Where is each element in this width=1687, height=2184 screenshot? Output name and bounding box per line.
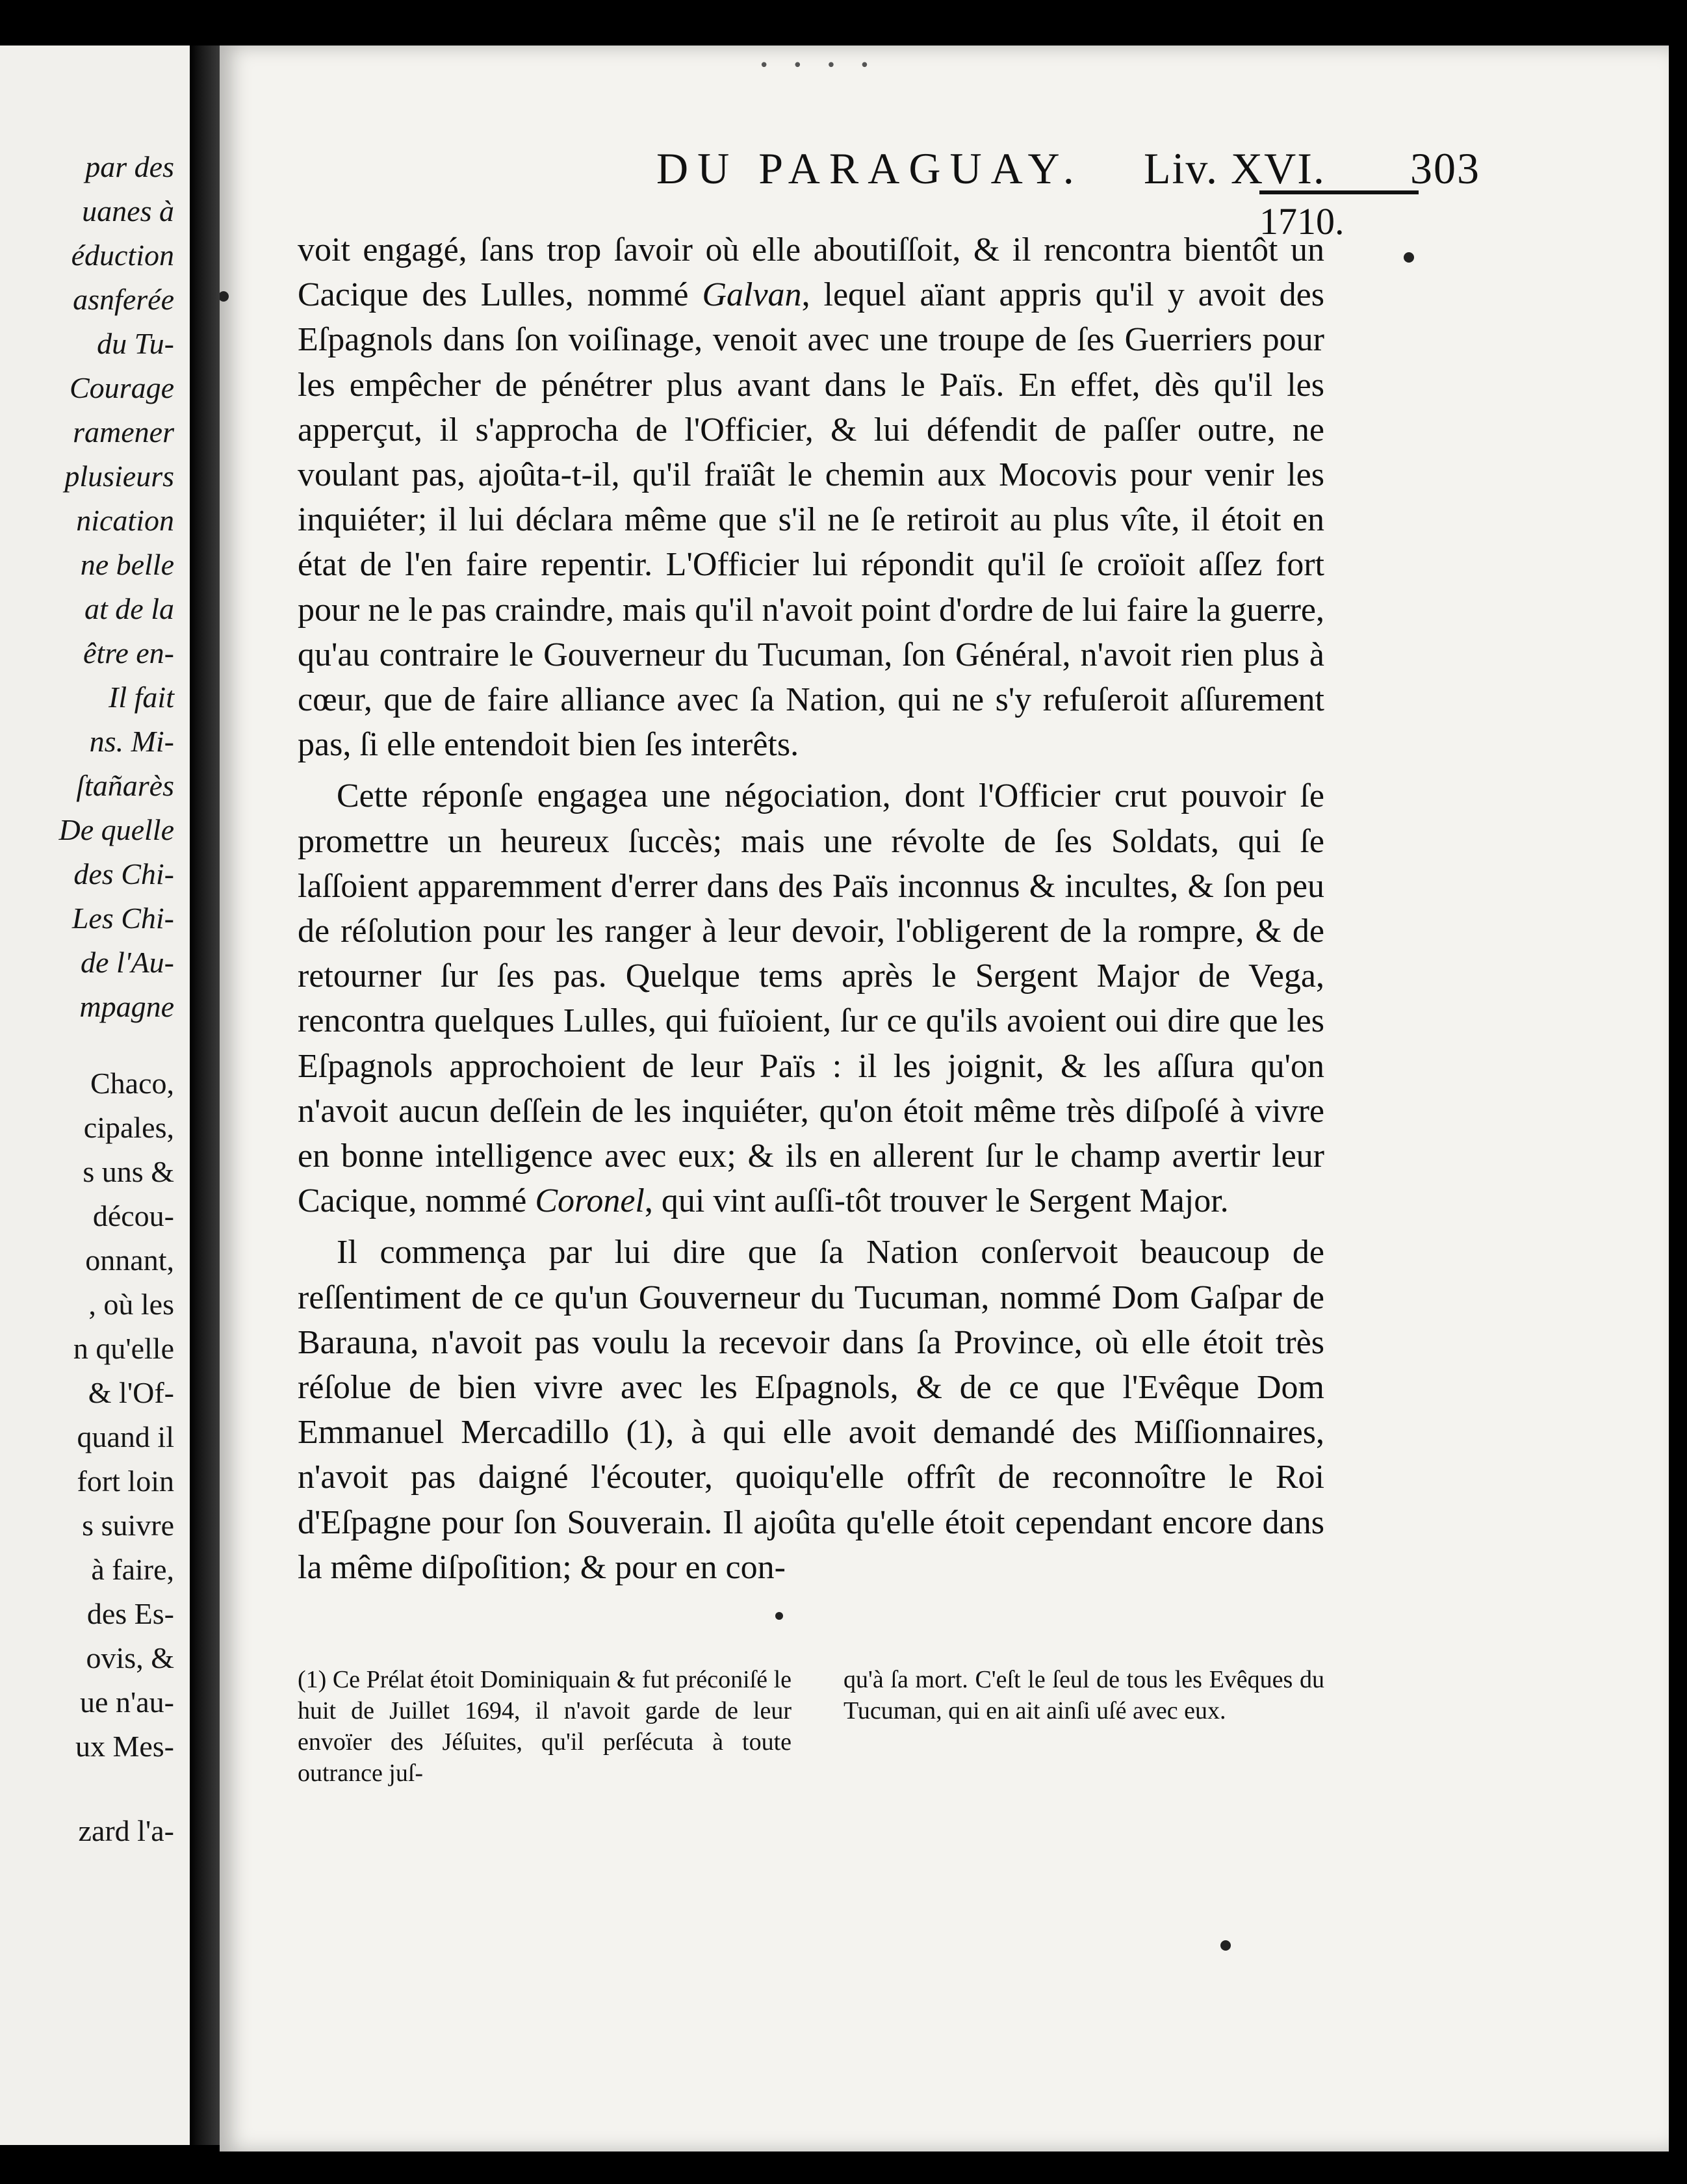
- left-page-line: & l'Of-: [88, 1376, 174, 1409]
- left-page-line: ramener: [73, 415, 174, 448]
- ink-speck: [1220, 1940, 1231, 1951]
- body-text: [298, 228, 1324, 1590]
- left-page-line: ns. Mi-: [89, 725, 174, 758]
- paragraph-1-text-a: voit engagé, ſans trop ſavoir où elle aboutiſſoit, & il rencontra bientôt un Cacique des Lulles, nommé: [298, 231, 1324, 314]
- left-page-line: de l'Au-: [81, 946, 174, 979]
- left-page-line: De quelle: [58, 813, 174, 846]
- left-page-line: plusieurs: [64, 460, 174, 493]
- left-page-line: ovis, &: [86, 1641, 174, 1674]
- left-page-line: des Chi-: [73, 857, 174, 890]
- top-edge-specks: • • • •: [759, 56, 879, 75]
- left-page-line: ue n'au-: [80, 1685, 174, 1719]
- paragraph-2: [298, 774, 1324, 1223]
- left-page-line: quand il: [77, 1420, 174, 1453]
- left-page-line: Les Chi-: [71, 902, 174, 935]
- left-page-line: n qu'elle: [73, 1332, 174, 1365]
- left-page-line: Chaco,: [90, 1067, 174, 1100]
- running-title: DU PARAGUAY.: [656, 144, 1083, 193]
- ink-speck: [220, 291, 229, 302]
- paragraph-1-text-b: , lequel aïant appris qu'il y avoit des Eſpagnols dans ſon voiſinage, venoit avec une troupe de ſes Guerriers pour les empêcher de pénétrer plus avant dans le Païs. En effet, dès qu'il les apperçut, il s'approcha de l'Officier, & lui défendit de paſſer outre, ne voulant pas, ajoûta-t-il, qu'il fraïât le chemin aux Mocovis pour venir les inquiéter; il lui déclara même que s'il ne ſe retiroit au plus vîte, il étoit en état de l'en faire repentir. L'Officier lui répondit qu'il ſe croïoit aſſez fort pour ne le pas craindre, mais qu'il n'avoit point d'ordre de lui faire la guerre, qu'au contraire le Gouverneur du Tucuman, ſon Général, n'avoit rien plus à cœur, que de faire alliance avec ſa Nation, qui ne s'y refuſeroit aſſurement pas, ſi elle entendoit bien ſes interêts.: [298, 276, 1324, 764]
- left-page-line: par des: [85, 150, 174, 183]
- left-page-line: s uns &: [83, 1155, 174, 1188]
- left-page-line: à faire,: [91, 1553, 174, 1586]
- paragraph-2-text-a: Cette réponſe engagea une négociation, dont l'Officier crut pouvoir ſe promettre un heureux ſuccès; mais une révolte de ſes Soldats, qui ſe laſſoient apparemment d'errer dans des Païs inconnus & incultes, & ſon peu de réſolution pour les ranger à leur devoir, l'obligerent de la rompre, & de retourner ſur ſes pas. Quelque tems après le Sergent Major de Vega, rencontra quelques Lulles, qui fuïoient, ſur ce qu'ils avoient oui dire que les Eſpagnols approchoient de leur Païs : il les joignit, & les aſſura qu'on n'avoit aucun deſſein de les inquiéter, qu'on étoit même très diſpoſé à vivre en bonne intelligence avec eux; & ils en allerent ſur le champ avertir leur Cacique, nommé: [298, 777, 1324, 1220]
- left-page-line: Courage: [70, 371, 174, 404]
- paragraph-1: [298, 228, 1324, 767]
- left-page-line: éduction: [71, 239, 174, 272]
- paragraph-3: Il commença par lui dire que ſa Nation conſervoit beaucoup de reſſentiment de ce qu'un Gouverneur du Tucuman, nommé Dom Gaſpar de Barauna, n'avoit pas voulu la recevoir dans ſa Province, où elle étoit très réſolue de bien vivre avec les Eſpagnols, & de ce que l'Evêque Dom Emmanuel Mercadillo (1), à qui elle avoit demandé des Miſſionnaires, n'avoit pas daigné l'écouter, quoiqu'elle offrît de reconnoître le Roi d'Eſpagne pour ſon Souverain. Il ajoûta qu'elle étoit cependant encore dans la même diſpoſition; & pour en con-: [298, 1234, 1324, 1586]
- footnote-left-column: (1) Ce Prélat étoit Dominiquain & fut préconiſé le huit de Juillet 1694, il n'avoit garde de leur envoïer des Jéſuites, qu'il perſécuta à toute outrance juſ-: [298, 1666, 792, 1787]
- footnote-right-column: qu'à ſa mort. C'eſt le ſeul de tous les Evêques du Tucuman, qui en ait ainſi uſé avec eux.: [844, 1666, 1324, 1724]
- left-page-line: Il fait: [109, 681, 174, 714]
- left-page-line: , où les: [88, 1288, 174, 1321]
- left-page-line: ſtañarès: [76, 769, 174, 802]
- footnote: [298, 1664, 1324, 1789]
- name-coronel: Coronel: [535, 1182, 645, 1220]
- left-page-line: uanes à: [82, 194, 174, 228]
- book-page: [220, 46, 1669, 2152]
- left-page-line: des Es-: [86, 1597, 174, 1630]
- ink-speck: [775, 1612, 783, 1620]
- left-page-line: asnferée: [73, 283, 174, 316]
- name-galvan: Galvan: [702, 276, 802, 314]
- left-page-line: ne belle: [80, 548, 174, 581]
- left-page-line: cipales,: [83, 1111, 174, 1144]
- book-gutter: [190, 46, 220, 2145]
- left-page-line: décou-: [92, 1199, 174, 1232]
- left-page-line: s suivre: [82, 1509, 174, 1542]
- left-page-line: du Tu-: [97, 327, 174, 360]
- left-facing-page-fragment: [0, 46, 190, 2145]
- paragraph-2-text-b: , qui vint auſſi-tôt trouver le Sergent Major.: [644, 1182, 1229, 1220]
- left-page-line: fort loin: [77, 1464, 174, 1498]
- ink-speck: [1404, 252, 1414, 263]
- left-page-line: être en-: [83, 636, 174, 670]
- margin-year-note: 1710.: [1259, 190, 1419, 243]
- left-page-line: zard l'a-: [78, 1814, 174, 1847]
- left-page-line: nication: [76, 504, 174, 537]
- page-number: 303: [1410, 144, 1480, 193]
- left-page-line: at de la: [84, 592, 174, 625]
- left-page-line: ux Mes-: [75, 1730, 174, 1763]
- book-number: Liv. XVI.: [1144, 144, 1326, 193]
- left-page-line: mpagne: [79, 990, 174, 1023]
- left-page-line: onnant,: [85, 1243, 174, 1277]
